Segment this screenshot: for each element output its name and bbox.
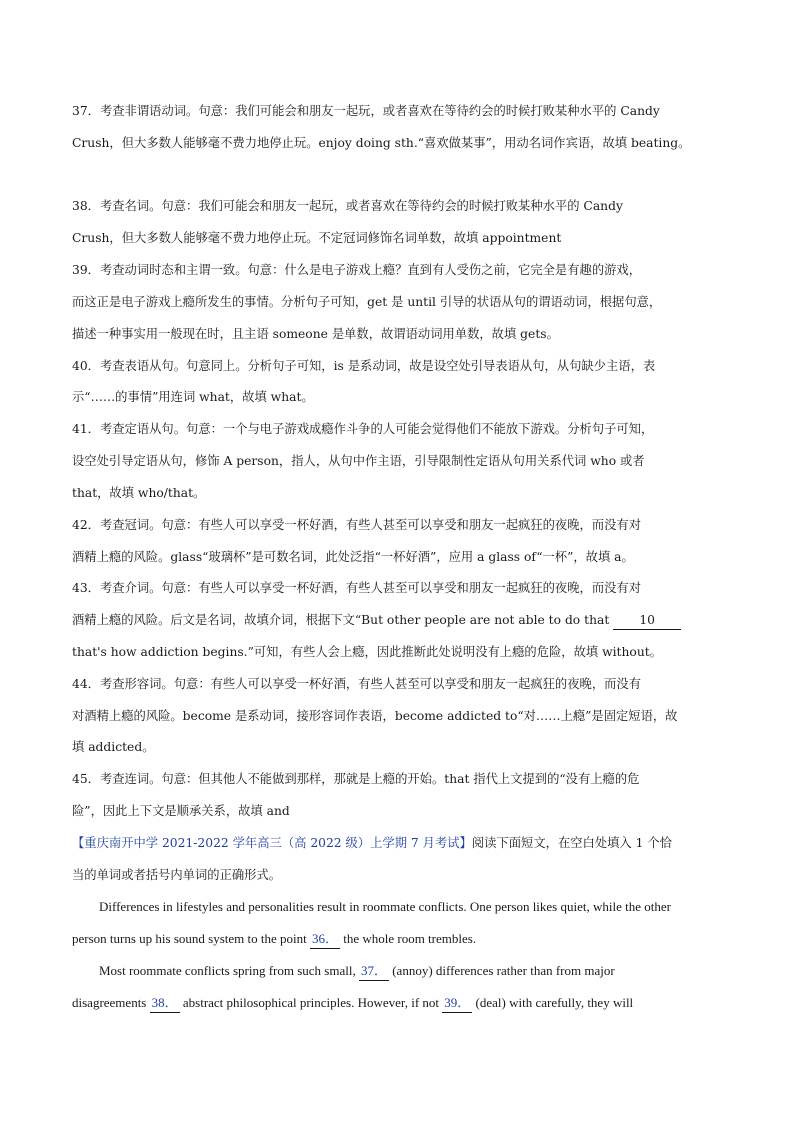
answer-40-line-1: 40．考查表语从句。句意同上。分析句子可知，is 是系动词，故是设空处引导表语从句，从句缺少主语，表 [72, 359, 656, 373]
answer-41-line-1: 41．考查定语从句。句意：一个与电子游戏成瘾作斗争的人可能会觉得他们不能放下游戏。分析句子可知， [72, 422, 654, 436]
passage-p2-line-2 [72, 994, 633, 1013]
answer-38-line-1: 38．考查名词。句意：我们可能会和朋友一起玩，或者喜欢在等待约会的时候打败某种水平的 Candy [72, 199, 623, 213]
answer-45-line-2: 险”，因此上下文是顺承关系，故填 and [72, 804, 290, 818]
passage-text: (annoy) differences rather than from major [388, 963, 615, 978]
answer-37-line-1: 37．考查非谓语动词。句意：我们可能会和朋友一起玩，或者喜欢在等待约会的时候打败某种水平的 Candy [72, 104, 660, 118]
answer-40-line-2: 示“……的事情”用连词 what，故填 what。 [72, 390, 314, 404]
answer-42-line-1: 42．考查冠词。句意：有些人可以享受一杯好酒，有些人甚至可以享受和朋友一起疯狂的夜晚，而没有对 [72, 518, 642, 532]
blank-37: 37． [359, 962, 389, 981]
answer-41-line-3: that，故填 who/that。 [72, 486, 206, 500]
answer-43-line-2-text: 酒精上瘾的风险。后文是名词，故填介词，根据下文“But other people are not able to do that [72, 613, 614, 627]
blank-38: 38． [150, 994, 180, 1013]
section-header-line-1 [72, 834, 672, 852]
passage-text: Most roommate conflicts spring from such small, [99, 963, 359, 978]
passage-p2-line-1 [99, 962, 615, 981]
section-header-line-2: 当的单词或者括号内单词的正确形式。 [72, 868, 282, 882]
instruction-text: 阅读下面短文，在空白处填入 1 个恰 [471, 836, 672, 850]
answer-43-line-2 [72, 611, 681, 630]
passage-text: abstract philosophical principles. However, if not [179, 995, 443, 1010]
answer-44-line-2: 对酒精上瘾的风险。become 是系动词，接形容词作表语，become addicted to“对……上瘾”是固定短语，故 [72, 709, 678, 723]
answer-41-line-2: 设空处引导定语从句，修饰 A person，指人，从句中作主语，引导限制性定语从句用关系代词 who 或者 [72, 454, 645, 468]
answer-45-line-1: 45．考查连词。句意：但其他人不能做到那样，那就是上瘾的开始。that 指代上文提到的“没有上瘾的危 [72, 772, 640, 786]
passage-text: (deal) with carefully, they will [472, 995, 634, 1010]
answer-43-line-1: 43．考查介词。句意：有些人可以享受一杯好酒，有些人甚至可以享受和朋友一起疯狂的夜晚，而没有对 [72, 581, 642, 595]
passage-text: disagreements [72, 995, 150, 1010]
passage-p1-line-1: Differences in lifestyles and personalities result in roommate conflicts. One person likes quiet, while the other [99, 899, 671, 914]
answer-39-line-1: 39．考查动词时态和主谓一致。句意：什么是电子游戏上瘾？直到有人受伤之前，它完全是有趣的游戏， [72, 263, 642, 277]
passage-text: person turns up his sound system to the point [72, 931, 310, 946]
blank-39: 39． [442, 994, 472, 1013]
passage-text: the whole room trembles. [339, 931, 477, 946]
answer-43-line-3: that's how addiction begins.”可知，有些人会上瘾，因此推断此处说明没有上瘾的危险，故填 without。 [72, 645, 662, 659]
answer-38-line-2: Crush，但大多数人能够毫不费力地停止玩。不定冠词修饰名词单数，故填 appointment [72, 231, 562, 245]
answer-39-line-2: 而这正是电子游戏上瘾所发生的事情。分析句子可知，get 是 until 引导的状语从句的谓语动词，根据句意， [72, 295, 662, 309]
answer-39-line-3: 描述一种事实用一般现在时，且主语 someone 是单数，故谓语动词用单数，故填 gets。 [72, 327, 559, 341]
answer-44-line-1: 44．考查形容词。句意：有些人可以享受一杯好酒，有些人甚至可以享受和朋友一起疯狂的夜晚，而没有 [72, 677, 642, 691]
blank-36: 36． [310, 930, 340, 949]
answer-44-line-3: 填 addicted。 [72, 740, 155, 754]
answer-42-line-2: 酒精上瘾的风险。glass“玻璃杯”是可数名词，此处泛指“一杯好酒”，应用 a glass of“一杯”，故填 a。 [72, 550, 634, 564]
answer-37-line-2: Crush，但大多数人能够毫不费力地停止玩。enjoy doing sth.“喜欢做某事”，用动名词作宾语，故填 beating。 [72, 136, 691, 150]
source-label: 【重庆南开中学 2021-2022 学年高三（高 2022 级）上学期 7 月考试】 [72, 836, 472, 850]
blank-10: 10 [613, 611, 681, 630]
passage-p1-line-2 [72, 930, 476, 949]
